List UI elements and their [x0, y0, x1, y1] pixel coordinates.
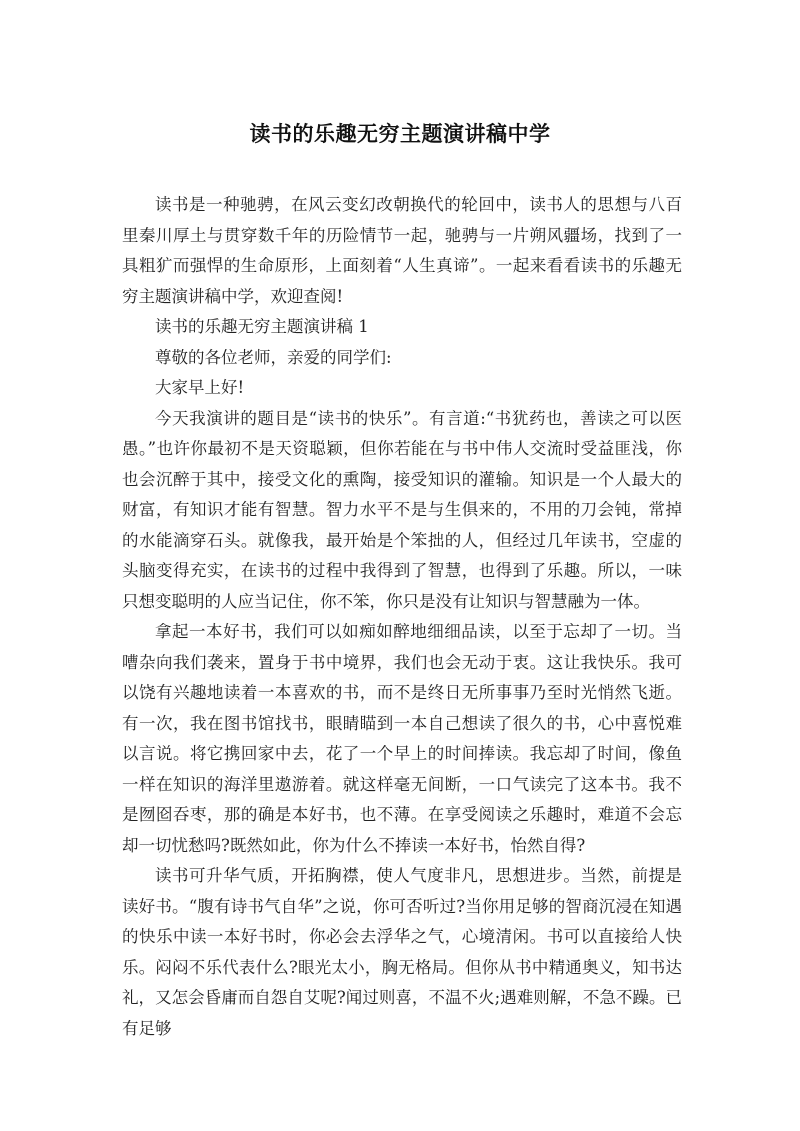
paragraph-intro: 读书是一种驰骋，在风云变幻改朝换代的轮回中，读书人的思想与八百里秦川厚土与贯穿数千年的历险情节一起，驰骋与一片朔风疆场，找到了一具粗犷而强悍的生命原形，上面刻着“人生真谛”。一起来看看读书的乐趣无穷主题演讲稿中学，欢迎查阅! [122, 195, 682, 306]
document-title: 读书的乐趣无穷主题演讲稿中学 [249, 122, 551, 146]
paragraph-body: 拿起一本好书，我们可以如痴如醉地细细品读，以至于忘却了一切。当嘈杂向我们袭来，置身于书中境界，我们也会无动于衷。这让我快乐。我可以饶有兴趣地读着一本喜欢的书，而不是终日无所事事乃至时光悄然飞逝。有一次，我在图书馆找书，眼睛瞄到一本自己想读了很久的书，心中喜悦难以言说。将它携回家中去，花了一个早上的时间捧读。我忘却了时间，像鱼一样在知识的海洋里遨游着。就这样毫无间断，一口气读完了这本书。我不是囫囵吞枣，那的确是本好书，也不薄。在享受阅读之乐趣时，难道不会忘却一切忧愁吗?既然如此，你为什么不捧读一本好书，怡然自得? [122, 622, 682, 855]
paragraph-body: 今天我演讲的题目是“读书的快乐”。有言道:“书犹药也，善读之可以医愚。”也许你最初不是天资聪颖，但你若能在与书中伟人交流时受益匪浅，你也会沉醉于其中，接受文化的熏陶，接受知识的灌输。知识是一个人最大的财富，有知识才能有智慧。智力水平不是与生俱来的，不用的刀会钝，常掉的水能滴穿石头。就像我，最开始是个笨拙的人，但经过几年读书，空虚的头脑变得充实，在读书的过程中我得到了智慧，也得到了乐趣。所以，一味只想变聪明的人应当记住，你不笨，你只是没有让知识与智慧融为一体。 [122, 408, 682, 611]
document-body [122, 190, 682, 1044]
paragraph-section-heading: 读书的乐趣无穷主题演讲稿 1 [155, 317, 369, 336]
paragraph-body: 读书可升华气质，开拓胸襟，使人气度非凡，思想进步。当然，前提是读好书。“腹有诗书气自华”之说，你可否听过?当你用足够的智商沉浸在知遇的快乐中读一本好书时，你必会去浮华之气，心境清闲。书可以直接给人快乐。闷闷不乐代表什么?眼光太小，胸无格局。但你从书中精通奥义，知书达礼，又怎会昏庸而自怨自艾呢?闻过则喜，不温不火;遇难则解，不急不躁。已有足够 [122, 866, 682, 1038]
paragraph-salutation: 尊敬的各位老师，亲爱的同学们: [155, 347, 392, 367]
paragraph-greeting: 大家早上好! [155, 378, 245, 397]
